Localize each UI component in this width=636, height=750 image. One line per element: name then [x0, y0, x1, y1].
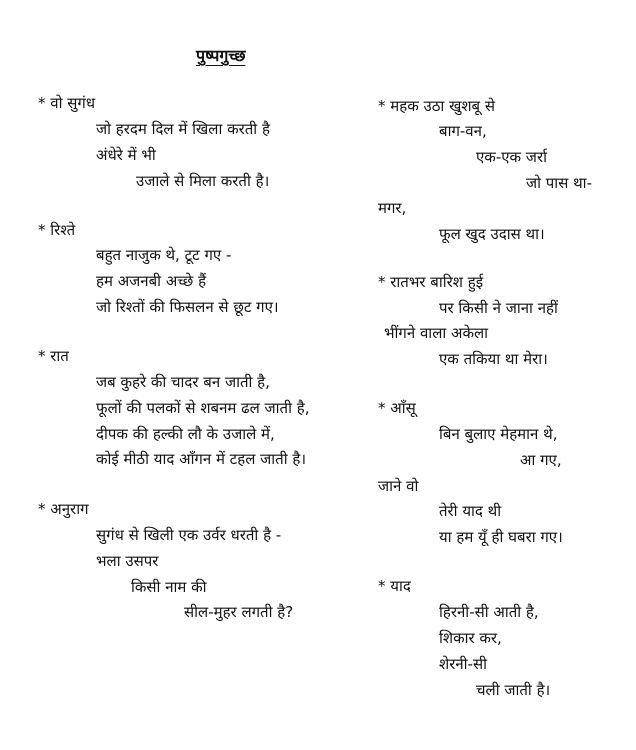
poem-line: हिरनी-सी आती है, [439, 603, 539, 621]
poem-line: शेरनी-सी [439, 655, 487, 673]
poem-line: किसी नाम की [131, 578, 207, 596]
poem-line: भींगने वाला अकेला [384, 324, 489, 342]
poem-line: फूलों की पलकों से शबनम ढल जाती है, [96, 399, 310, 417]
poem-line: बाग-वन, [439, 122, 487, 140]
poem-line: सील-मुहर लगती है? [184, 603, 294, 621]
poem-heading-mahak: * महक उठा खुशबू से [378, 97, 496, 115]
poem-line: सुगंध से खिली एक उर्वर धरती है - [96, 526, 282, 544]
poem-line: एक-एक जर्रा [476, 148, 547, 166]
poem-line: दीपक की हल्की लौ के उजाले में, [96, 425, 275, 443]
poem-heading-raat: * रात [38, 347, 69, 365]
poem-line: मगर, [378, 199, 407, 217]
poem-line: भला उसपर [96, 552, 159, 570]
poem-line: कोई मीठी याद आँगन में टहल जाती है। [96, 450, 307, 468]
poem-heading-rishte: * रिश्ते [38, 221, 76, 239]
poem-line: जो हरदम दिल में खिला करती है [96, 120, 270, 138]
poem-line: अंधेरे में भी [96, 146, 156, 164]
poem-heading-vo-sugandh: * वो सुगंध [38, 94, 96, 112]
poem-line: जब कुहरे की चादर बन जाती है, [96, 373, 270, 391]
poem-line: बहुत नाजुक थे, टूट गए - [96, 246, 232, 264]
poem-line: पर किसी ने जाना नहीं [439, 299, 558, 317]
poem-line: चली जाती है। [476, 681, 551, 699]
poem-line: हम अजनबी अच्छे हैं [96, 272, 207, 290]
poem-line: बिन बुलाए मेहमान थे, [439, 425, 558, 443]
poem-line: फूल खुद उदास था। [439, 225, 545, 243]
poem-line: तेरी याद थी [439, 502, 502, 520]
poem-heading-aansu: * आँसू [378, 399, 416, 417]
poem-line: जाने वो [378, 477, 419, 495]
poem-heading-anurag: * अनुराग [38, 500, 89, 518]
poem-line: जो पास था- [526, 174, 592, 192]
poem-line: शिकार कर, [439, 629, 502, 647]
poem-heading-raatbhar: * रातभर बारिश हुई [378, 273, 484, 291]
poem-line: एक तकिया था मेरा। [439, 350, 548, 368]
poem-line: उजाले से मिला करती है। [136, 172, 270, 190]
poem-heading-yaad: * याद [378, 577, 411, 595]
page-title: पुष्पगुच्छ [196, 46, 246, 65]
poem-line: या हम यूँ ही घबरा गए। [439, 528, 563, 546]
poem-line: जो रिश्तों की फिसलन से छूट गए। [96, 298, 279, 316]
poem-line: आ गए, [520, 451, 562, 469]
